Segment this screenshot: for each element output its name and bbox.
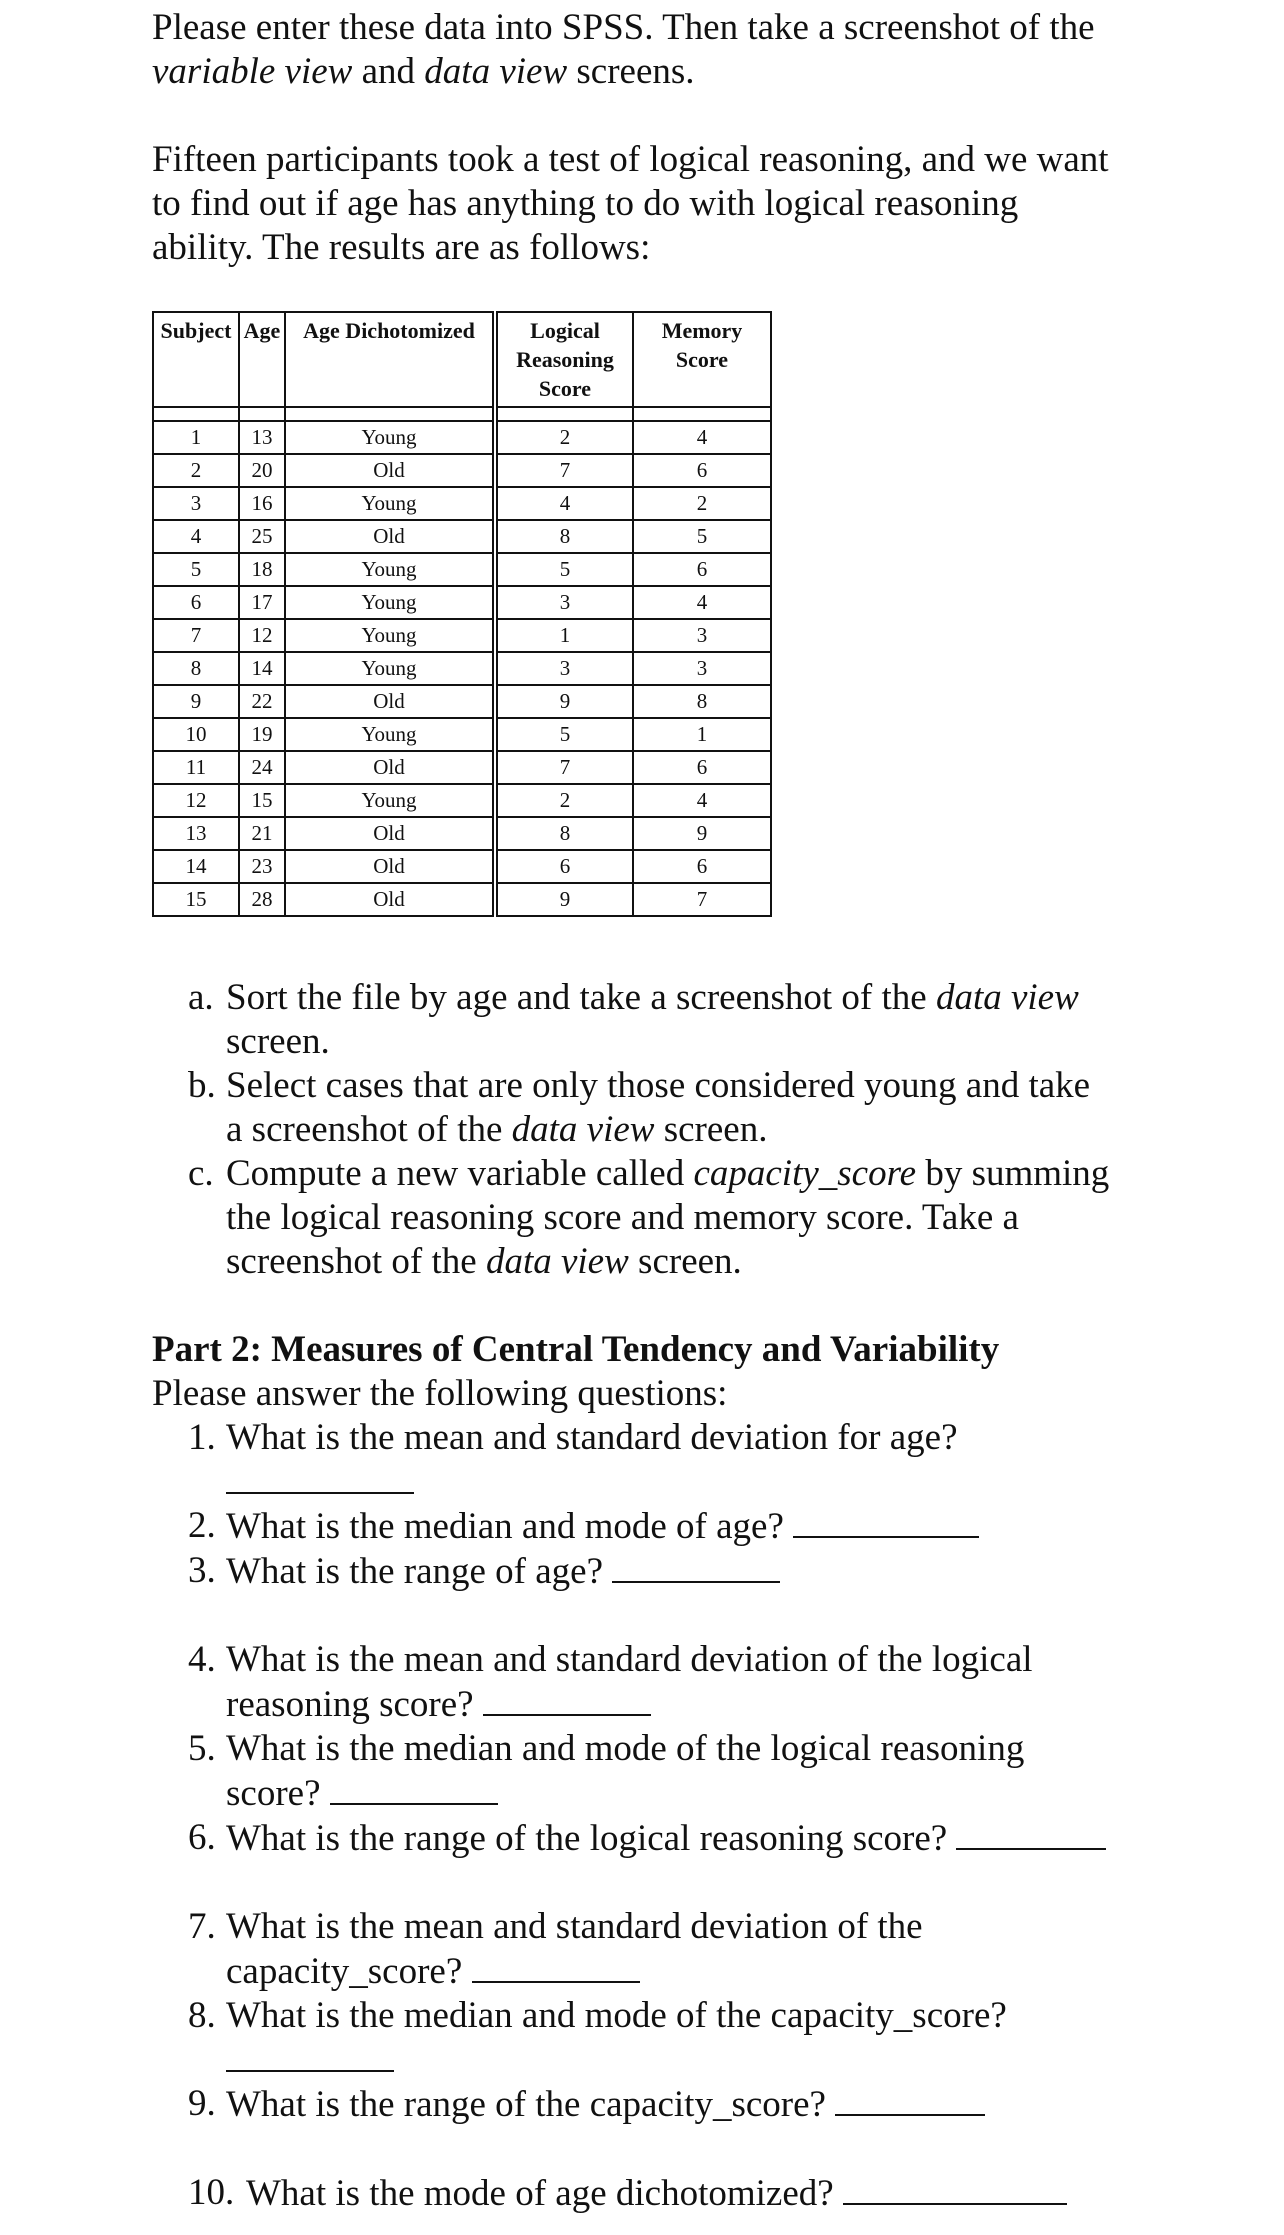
cell-age: 22 (239, 685, 285, 718)
cell-logical-reasoning: 3 (495, 586, 633, 619)
question-5-line-1: What is the median and mode of the logical reasoning (226, 1728, 1025, 1769)
cell-age: 25 (239, 520, 285, 553)
task-b-marker: b. (188, 1065, 216, 1106)
table-row (153, 454, 771, 487)
intro-and: and (352, 51, 425, 92)
task-c-marker: c. (188, 1153, 214, 1194)
cell-logical-reasoning: 8 (495, 817, 633, 850)
intro-line-1: Please enter these data into SPSS. Then take a screenshot of the (152, 7, 1095, 48)
header-memory-score (633, 312, 771, 407)
task-b-line-1: Select cases that are only those considered young and take (226, 1065, 1091, 1106)
table-row (153, 553, 771, 586)
cell-age: 16 (239, 487, 285, 520)
list-gap (188, 2127, 1188, 2171)
question-7-text-2: capacity_score? (226, 1951, 463, 1992)
question-7-line-1: What is the mean and standard deviation of the (226, 1906, 923, 1947)
question-6 (188, 1816, 1188, 1861)
cell-age-dichotomized: Old (285, 751, 495, 784)
question-2-line (226, 1504, 1188, 1549)
description-line-3: ability. The results are as follows: (152, 227, 651, 268)
cell-memory-score: 8 (633, 685, 771, 718)
intro-line-2 (152, 50, 1152, 94)
cell-memory-score: 4 (633, 586, 771, 619)
part2-heading: Part 2: Measures of Central Tendency and Variability (152, 1329, 1000, 1370)
question-5-text-2: score? (226, 1773, 321, 1814)
cell-age-dichotomized: Young (285, 586, 495, 619)
question-3-text: What is the range of age? (226, 1551, 604, 1592)
task-a-data-view: data view (935, 977, 1079, 1018)
header-logical-1: Logical (530, 318, 600, 343)
cell-memory-score: 9 (633, 817, 771, 850)
header-age-dichotomized: Age Dichotomized (285, 312, 495, 407)
question-2 (188, 1504, 1188, 1549)
cell-logical-reasoning: 9 (495, 883, 633, 916)
cell-logical-reasoning: 4 (495, 487, 633, 520)
header-age: Age (239, 312, 285, 407)
cell-age-dichotomized: Young (285, 421, 495, 454)
table-row (153, 883, 771, 916)
cell-memory-score: 1 (633, 718, 771, 751)
cell-memory-score: 3 (633, 619, 771, 652)
data-view-term: data view (424, 51, 568, 92)
question-7-number: 7. (188, 1906, 216, 1947)
question-4-text-2: reasoning score? (226, 1684, 474, 1725)
cell-memory-score: 6 (633, 751, 771, 784)
question-8-number: 8. (188, 1995, 216, 2036)
question-2-text: What is the median and mode of age? (226, 1506, 784, 1547)
cell-memory-score: 6 (633, 553, 771, 586)
cell-subject: 14 (153, 850, 239, 883)
variable-view-term: variable view (152, 51, 353, 92)
header-logical-2: Reasoning (516, 347, 614, 372)
cell-subject: 3 (153, 487, 239, 520)
list-gap (188, 1594, 1188, 1638)
question-5-line-2 (226, 1771, 1188, 1816)
question-9-number: 9. (188, 2083, 216, 2124)
cell-subject: 9 (153, 685, 239, 718)
description-line-1: Fifteen participants took a test of logical reasoning, and we want (152, 139, 1109, 180)
table-row (153, 718, 771, 751)
task-c-end-3: screen. (628, 1241, 742, 1282)
question-10-text: What is the mode of age dichotomized? (246, 2173, 834, 2214)
table-row (153, 586, 771, 619)
cell-age: 13 (239, 421, 285, 454)
table-body (153, 421, 771, 916)
cell-memory-score: 5 (633, 520, 771, 553)
cell-age-dichotomized: Old (285, 850, 495, 883)
cell-age: 15 (239, 784, 285, 817)
cell-subject: 6 (153, 586, 239, 619)
cell-age: 28 (239, 883, 285, 916)
question-5 (188, 1727, 1188, 1816)
task-c-line-2: the logical reasoning score and memory score. Take a (226, 1197, 1019, 1238)
task-b (188, 1064, 1148, 1152)
question-1-number: 1. (188, 1417, 216, 1458)
cell-memory-score: 2 (633, 487, 771, 520)
cell-memory-score: 4 (633, 784, 771, 817)
cell-age-dichotomized: Young (285, 718, 495, 751)
task-b-line-2 (226, 1108, 1148, 1152)
cell-subject: 8 (153, 652, 239, 685)
cell-logical-reasoning: 7 (495, 751, 633, 784)
question-9-line (226, 2082, 1188, 2127)
table-row (153, 850, 771, 883)
question-7-line-2 (226, 1949, 1188, 1994)
task-c-data-view: data view (485, 1241, 629, 1282)
question-9-text: What is the range of the capacity_score? (226, 2084, 826, 2125)
cell-age-dichotomized: Old (285, 454, 495, 487)
cell-subject: 10 (153, 718, 239, 751)
task-a-marker: a. (188, 977, 214, 1018)
cell-age-dichotomized: Old (285, 685, 495, 718)
task-b-text: a screenshot of the (226, 1109, 512, 1150)
question-7 (188, 1905, 1188, 1994)
question-4-number: 4. (188, 1639, 216, 1680)
cell-age: 21 (239, 817, 285, 850)
header-memory-2: Score (675, 347, 729, 372)
task-c (188, 1152, 1148, 1284)
question-1 (188, 1416, 1188, 1504)
cell-subject: 12 (153, 784, 239, 817)
table-row (153, 421, 771, 454)
cell-logical-reasoning: 2 (495, 421, 633, 454)
task-c-text-3: screenshot of the (226, 1241, 486, 1282)
question-5-answer-line[interactable] (330, 1771, 498, 1805)
task-b-end: screen. (654, 1109, 768, 1150)
task-b-data-view: data view (511, 1109, 655, 1150)
table-row (153, 685, 771, 718)
cell-subject: 11 (153, 751, 239, 784)
cell-age: 20 (239, 454, 285, 487)
cell-age: 19 (239, 718, 285, 751)
cell-logical-reasoning: 6 (495, 850, 633, 883)
header-subject: Subject (153, 312, 239, 407)
task-a-line-1 (226, 976, 1148, 1020)
table-row (153, 751, 771, 784)
cell-age-dichotomized: Old (285, 883, 495, 916)
table-spacer-row (153, 407, 771, 421)
cell-age: 18 (239, 553, 285, 586)
part2-instruction: Please answer the following questions: (152, 1373, 728, 1414)
question-8-answer-line[interactable] (226, 2038, 1188, 2082)
cell-age: 14 (239, 652, 285, 685)
question-2-number: 2. (188, 1505, 216, 1546)
cell-age-dichotomized: Old (285, 520, 495, 553)
table-row (153, 784, 771, 817)
question-6-number: 6. (188, 1817, 216, 1858)
table-header-row (153, 312, 771, 407)
task-c-line-3 (226, 1240, 1148, 1284)
task-a-text: Sort the file by age and take a screenshot of the (226, 977, 936, 1018)
cell-logical-reasoning: 7 (495, 454, 633, 487)
intro-paragraph (152, 6, 1152, 94)
cell-subject: 13 (153, 817, 239, 850)
question-3-line (226, 1549, 1188, 1594)
cell-logical-reasoning: 2 (495, 784, 633, 817)
cell-age-dichotomized: Young (285, 652, 495, 685)
cell-subject: 5 (153, 553, 239, 586)
cell-logical-reasoning: 8 (495, 520, 633, 553)
task-c-end: by summing (916, 1153, 1110, 1194)
cell-subject: 15 (153, 883, 239, 916)
question-7-answer-line[interactable] (472, 1949, 640, 1983)
cell-age-dichotomized: Old (285, 817, 495, 850)
cell-age: 23 (239, 850, 285, 883)
description-line-2: to find out if age has anything to do with logical reasoning (152, 183, 1019, 224)
cell-age-dichotomized: Young (285, 784, 495, 817)
question-6-line (226, 1816, 1188, 1861)
cell-logical-reasoning: 1 (495, 619, 633, 652)
cell-age: 17 (239, 586, 285, 619)
question-10-answer-line[interactable] (843, 2171, 1067, 2205)
table-row (153, 619, 771, 652)
cell-logical-reasoning: 5 (495, 718, 633, 751)
question-10 (188, 2171, 1188, 2216)
question-5-number: 5. (188, 1728, 216, 1769)
cell-logical-reasoning: 5 (495, 553, 633, 586)
cell-memory-score: 4 (633, 421, 771, 454)
question-list (188, 1416, 1188, 2216)
cell-memory-score: 6 (633, 454, 771, 487)
question-2-answer-line[interactable] (793, 1504, 979, 1538)
cell-memory-score: 6 (633, 850, 771, 883)
table-row (153, 817, 771, 850)
intro-end: screens. (567, 51, 695, 92)
cell-subject: 1 (153, 421, 239, 454)
cell-logical-reasoning: 9 (495, 685, 633, 718)
question-4-answer-line[interactable] (483, 1682, 651, 1716)
question-9 (188, 2082, 1188, 2127)
cell-age-dichotomized: Young (285, 619, 495, 652)
question-4-line-2 (226, 1682, 1188, 1727)
cell-age: 24 (239, 751, 285, 784)
header-memory-1: Memory (661, 318, 743, 343)
question-9-answer-line[interactable] (835, 2082, 985, 2116)
list-gap (188, 1861, 1188, 1905)
cell-age-dichotomized: Young (285, 553, 495, 586)
task-list (188, 976, 1148, 1284)
table-row (153, 652, 771, 685)
question-10-number: 10. (188, 2172, 235, 2213)
question-4 (188, 1638, 1188, 1727)
question-3 (188, 1549, 1188, 1594)
question-8-text: What is the median and mode of the capacity_score? (226, 1995, 1007, 2036)
cell-age-dichotomized: Young (285, 487, 495, 520)
question-1-text: What is the mean and standard deviation for age? (226, 1417, 958, 1458)
table-row (153, 487, 771, 520)
question-3-answer-line[interactable] (612, 1549, 780, 1583)
task-a-line-2: screen. (226, 1021, 330, 1062)
cell-subject: 2 (153, 454, 239, 487)
question-3-number: 3. (188, 1550, 216, 1591)
header-logical-reasoning (495, 312, 633, 407)
task-c-line-1 (226, 1152, 1148, 1196)
cell-memory-score: 7 (633, 883, 771, 916)
cell-logical-reasoning: 3 (495, 652, 633, 685)
question-6-answer-line[interactable] (956, 1816, 1106, 1850)
cell-age: 12 (239, 619, 285, 652)
question-10-line (226, 2171, 1188, 2216)
question-8 (188, 1994, 1188, 2082)
data-table (152, 311, 772, 917)
question-4-line-1: What is the mean and standard deviation of the logical (226, 1639, 1033, 1680)
table-row (153, 520, 771, 553)
header-logical-3: Score (538, 376, 592, 401)
description-paragraph (152, 138, 1152, 270)
question-6-text: What is the range of the logical reasoning score? (226, 1818, 948, 1859)
question-1-answer-line[interactable] (226, 1460, 1188, 1504)
task-c-text: Compute a new variable called (226, 1153, 694, 1194)
cell-subject: 7 (153, 619, 239, 652)
task-a (188, 976, 1148, 1064)
cell-memory-score: 3 (633, 652, 771, 685)
cell-subject: 4 (153, 520, 239, 553)
task-c-capacity-score: capacity_score (693, 1153, 917, 1194)
